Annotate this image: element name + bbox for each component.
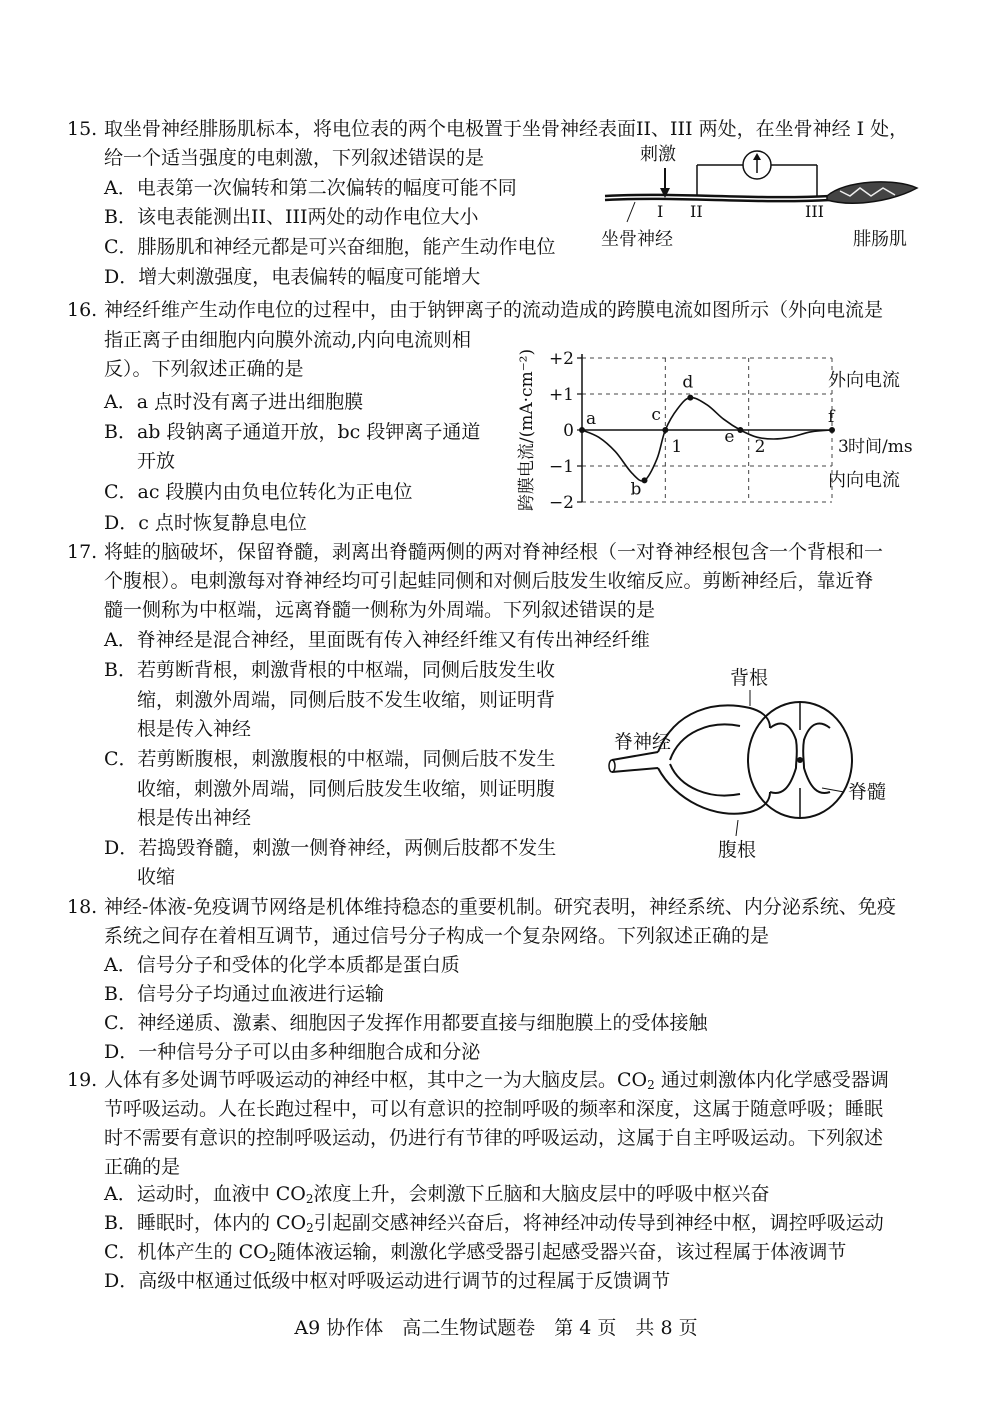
q18-option-c: C．神经递质、激素、细胞因子发挥作用都要直接与细胞膜上的受体接触 [104,1012,708,1034]
y-tick-label: −2 [548,493,574,513]
q16-option-c: C．ac 段膜内由负电位转化为正电位 [104,481,413,503]
q17-stem-line3: 髓一侧称为中枢端，远离脊髓一侧称为外周端。下列叙述错误的是 [104,599,656,621]
q16-number: 16. [67,299,98,321]
q19-stem-line2: 节呼吸运动。人在长跑过程中，可以有意识的控制呼吸的频率和深度，这属于随意呼吸；睡眠 [104,1098,884,1120]
q17-option-d-line2: 收缩 [137,866,176,888]
q18-stem-line1: 神经-体液-免疫调节网络是机体维持稳态的重要机制。研究表明，神经系统、内分泌系统、免疫 [104,896,896,918]
stimulus-arrowhead [660,188,670,198]
stimulus-label: 刺激 [640,144,676,165]
y-tick-label: +1 [548,385,574,405]
q17-option-a: A．脊神经是混合神经，里面既有传入神经纤维又有传出神经纤维 [104,629,650,651]
q19-number: 19. [67,1069,98,1091]
y-axis-label: 跨膜电流/(mA·cm⁻²) [517,348,537,512]
q15-stem-line2: 给一个适当强度的电刺激，下列叙述错误的是 [104,147,485,169]
q15-option-d: D．增大刺激强度，电表偏转的幅度可能增大 [104,266,481,288]
point-label-d: d [682,372,694,393]
q16-option-d: D．c 点时恢复静息电位 [104,512,307,534]
point-c [662,427,668,433]
point-f [829,427,835,433]
q17-number: 17. [67,541,98,563]
y-tick-label: 0 [563,421,574,441]
nerve-label: 坐骨神经 [601,229,673,250]
q17-option-c-line1: C．若剪断腹根，刺激腹根的中枢端，同侧后肢不发生 [104,748,556,770]
x-tick-label: 2 [754,437,766,457]
q16-option-b-line1: B．ab 段钠离子通道开放，bc 段钾离子通道 [104,421,481,443]
gray-matter-left [770,724,797,793]
point-label-a: a [586,409,597,429]
q15-stem-line1: 取坐骨神经腓肠肌标本，将电位表的两个电极置于坐骨神经表面II、III 两处，在坐骨神经 I 处， [104,118,909,140]
central-canal [797,757,803,763]
q16-stem-line1: 神经纤维产生动作电位的过程中，由于钠钾离子的流动造成的跨膜电流如图所示（外向电流是 [104,299,884,321]
q16-option-b-line2: 开放 [137,450,176,472]
q17-option-c-line2: 收缩，刺激外周端，同侧后肢发生收缩，则证明腹 [137,778,556,800]
point-label-b: b [630,479,642,500]
point-d [687,395,693,401]
point-a [579,427,585,433]
q19-option-b: B．睡眠时，体内的 $CO_2$引起副交感神经兴奋后，将神经冲动传导到神经中枢，调控呼吸运动 [104,1212,884,1235]
page-footer: A9 协作体 高二生物试题卷 第 4 页 共 8 页 [294,1317,698,1339]
y-tick-label: −1 [548,457,574,477]
outward-current-label: 外向电流 [828,370,900,391]
q16-stem-line3: 反）。下列叙述正确的是 [104,358,304,380]
x-tick-label: 1 [671,437,683,457]
dorsal-root-label: 背根 [730,667,769,689]
gastrocnemius-muscle [827,182,917,203]
x-axis-label: 时间/ms [848,437,913,457]
inward-current-label: 内向电流 [828,470,900,491]
q17-option-b-line1: B．若剪断背根，刺激背根的中枢端，同侧后肢发生收 [104,659,555,681]
spinal-nerve [612,752,658,772]
point-iii-label: III [805,202,824,221]
q19-stem-line1: 人体有多处调节呼吸运动的神经中枢，其中之一为大脑皮层。$CO_2$ 通过刺激体内化学感受器调 [104,1069,889,1092]
y-tick-label: +2 [548,349,574,369]
sciatic-nerve [605,195,830,197]
q15-number: 15. [67,118,98,140]
spinal-cord-label: 脊髓 [848,781,887,803]
muscle-label: 腓肠肌 [853,229,907,250]
q15-option-a: A．电表第一次偏转和第二次偏转的幅度可能不同 [104,177,517,199]
q17-option-d-line1: D．若捣毁脊髓，刺激一侧脊神经，两侧后肢都不发生 [104,837,557,859]
q19-option-a: A．运动时，血液中 $CO_2$浓度上升，会刺激下丘脑和大脑皮层中的呼吸中枢兴奋 [104,1183,770,1206]
point-ii-label: II [690,202,703,221]
q16-stem-line2: 指正离子由细胞内向膜外流动,内向电流则相 [104,329,472,351]
q19-option-c: C．机体产生的 $CO_2$随体液运输，刺激化学感受器引起感受器兴奋，该过程属于体液调节 [104,1241,847,1264]
q15-option-c: C．腓肠肌和神经元都是可兴奋细胞，能产生动作电位 [104,236,556,258]
current-curve [582,398,832,481]
gray-matter-right [803,724,830,793]
x-tick-label: 3 [838,437,849,457]
point-i-label: I [657,202,664,221]
point-label-c: c [651,405,661,425]
q15-nerve-muscle-figure [595,138,925,258]
point-b [642,477,648,483]
q18-option-b: B．信号分子均通过血液进行运输 [104,983,384,1005]
q17-option-b-line3: 根是传入神经 [137,718,252,740]
spinal-nerve-label: 脊神经 [614,731,672,753]
point-label-f: f [828,407,835,427]
q18-stem-line2: 系统之间存在着相互调节，通过信号分子构成一个复杂网络。下列叙述正确的是 [104,925,770,947]
point-e [737,427,743,433]
point-label-e: e [724,427,735,447]
q15-option-b: B．该电表能测出II、III两处的动作电位大小 [104,206,479,228]
q17-option-c-line3: 根是传出神经 [137,807,252,829]
q18-option-d: D．一种信号分子可以由多种细胞合成和分泌 [104,1041,481,1063]
q17-option-b-line2: 缩，刺激外周端，同侧后肢不发生收缩，则证明背 [137,689,556,711]
ventral-root-label: 腹根 [718,839,757,861]
dorsal-root [658,705,770,752]
q19-stem-line4: 正确的是 [104,1156,181,1178]
q16-current-chart [510,338,925,528]
q19-stem-line3: 时不需要有意识的控制呼吸运动，仍进行有节律的呼吸运动，这属于自主呼吸运动。下列叙述 [104,1127,884,1149]
q16-option-a: A．a 点时没有离子进出细胞膜 [104,391,364,413]
q18-number: 18. [67,896,98,918]
q17-stem-line2: 个腹根）。电刺激每对脊神经均可引起蛙同侧和对侧后肢发生收缩反应。剪断神经后，靠近脊 [104,570,874,592]
q17-stem-line1: 将蛙的脑破坏，保留脊髓，剥离出脊髓两侧的两对脊神经根（一对脊神经根包含一个背根和一 [104,541,884,563]
q17-spinal-cord-figure [600,660,920,870]
ventral-root [658,768,770,814]
q18-option-a: A．信号分子和受体的化学本质都是蛋白质 [104,954,460,976]
q19-option-d: D．高级中枢通过低级中枢对呼吸运动进行调节的过程属于反馈调节 [104,1270,671,1292]
